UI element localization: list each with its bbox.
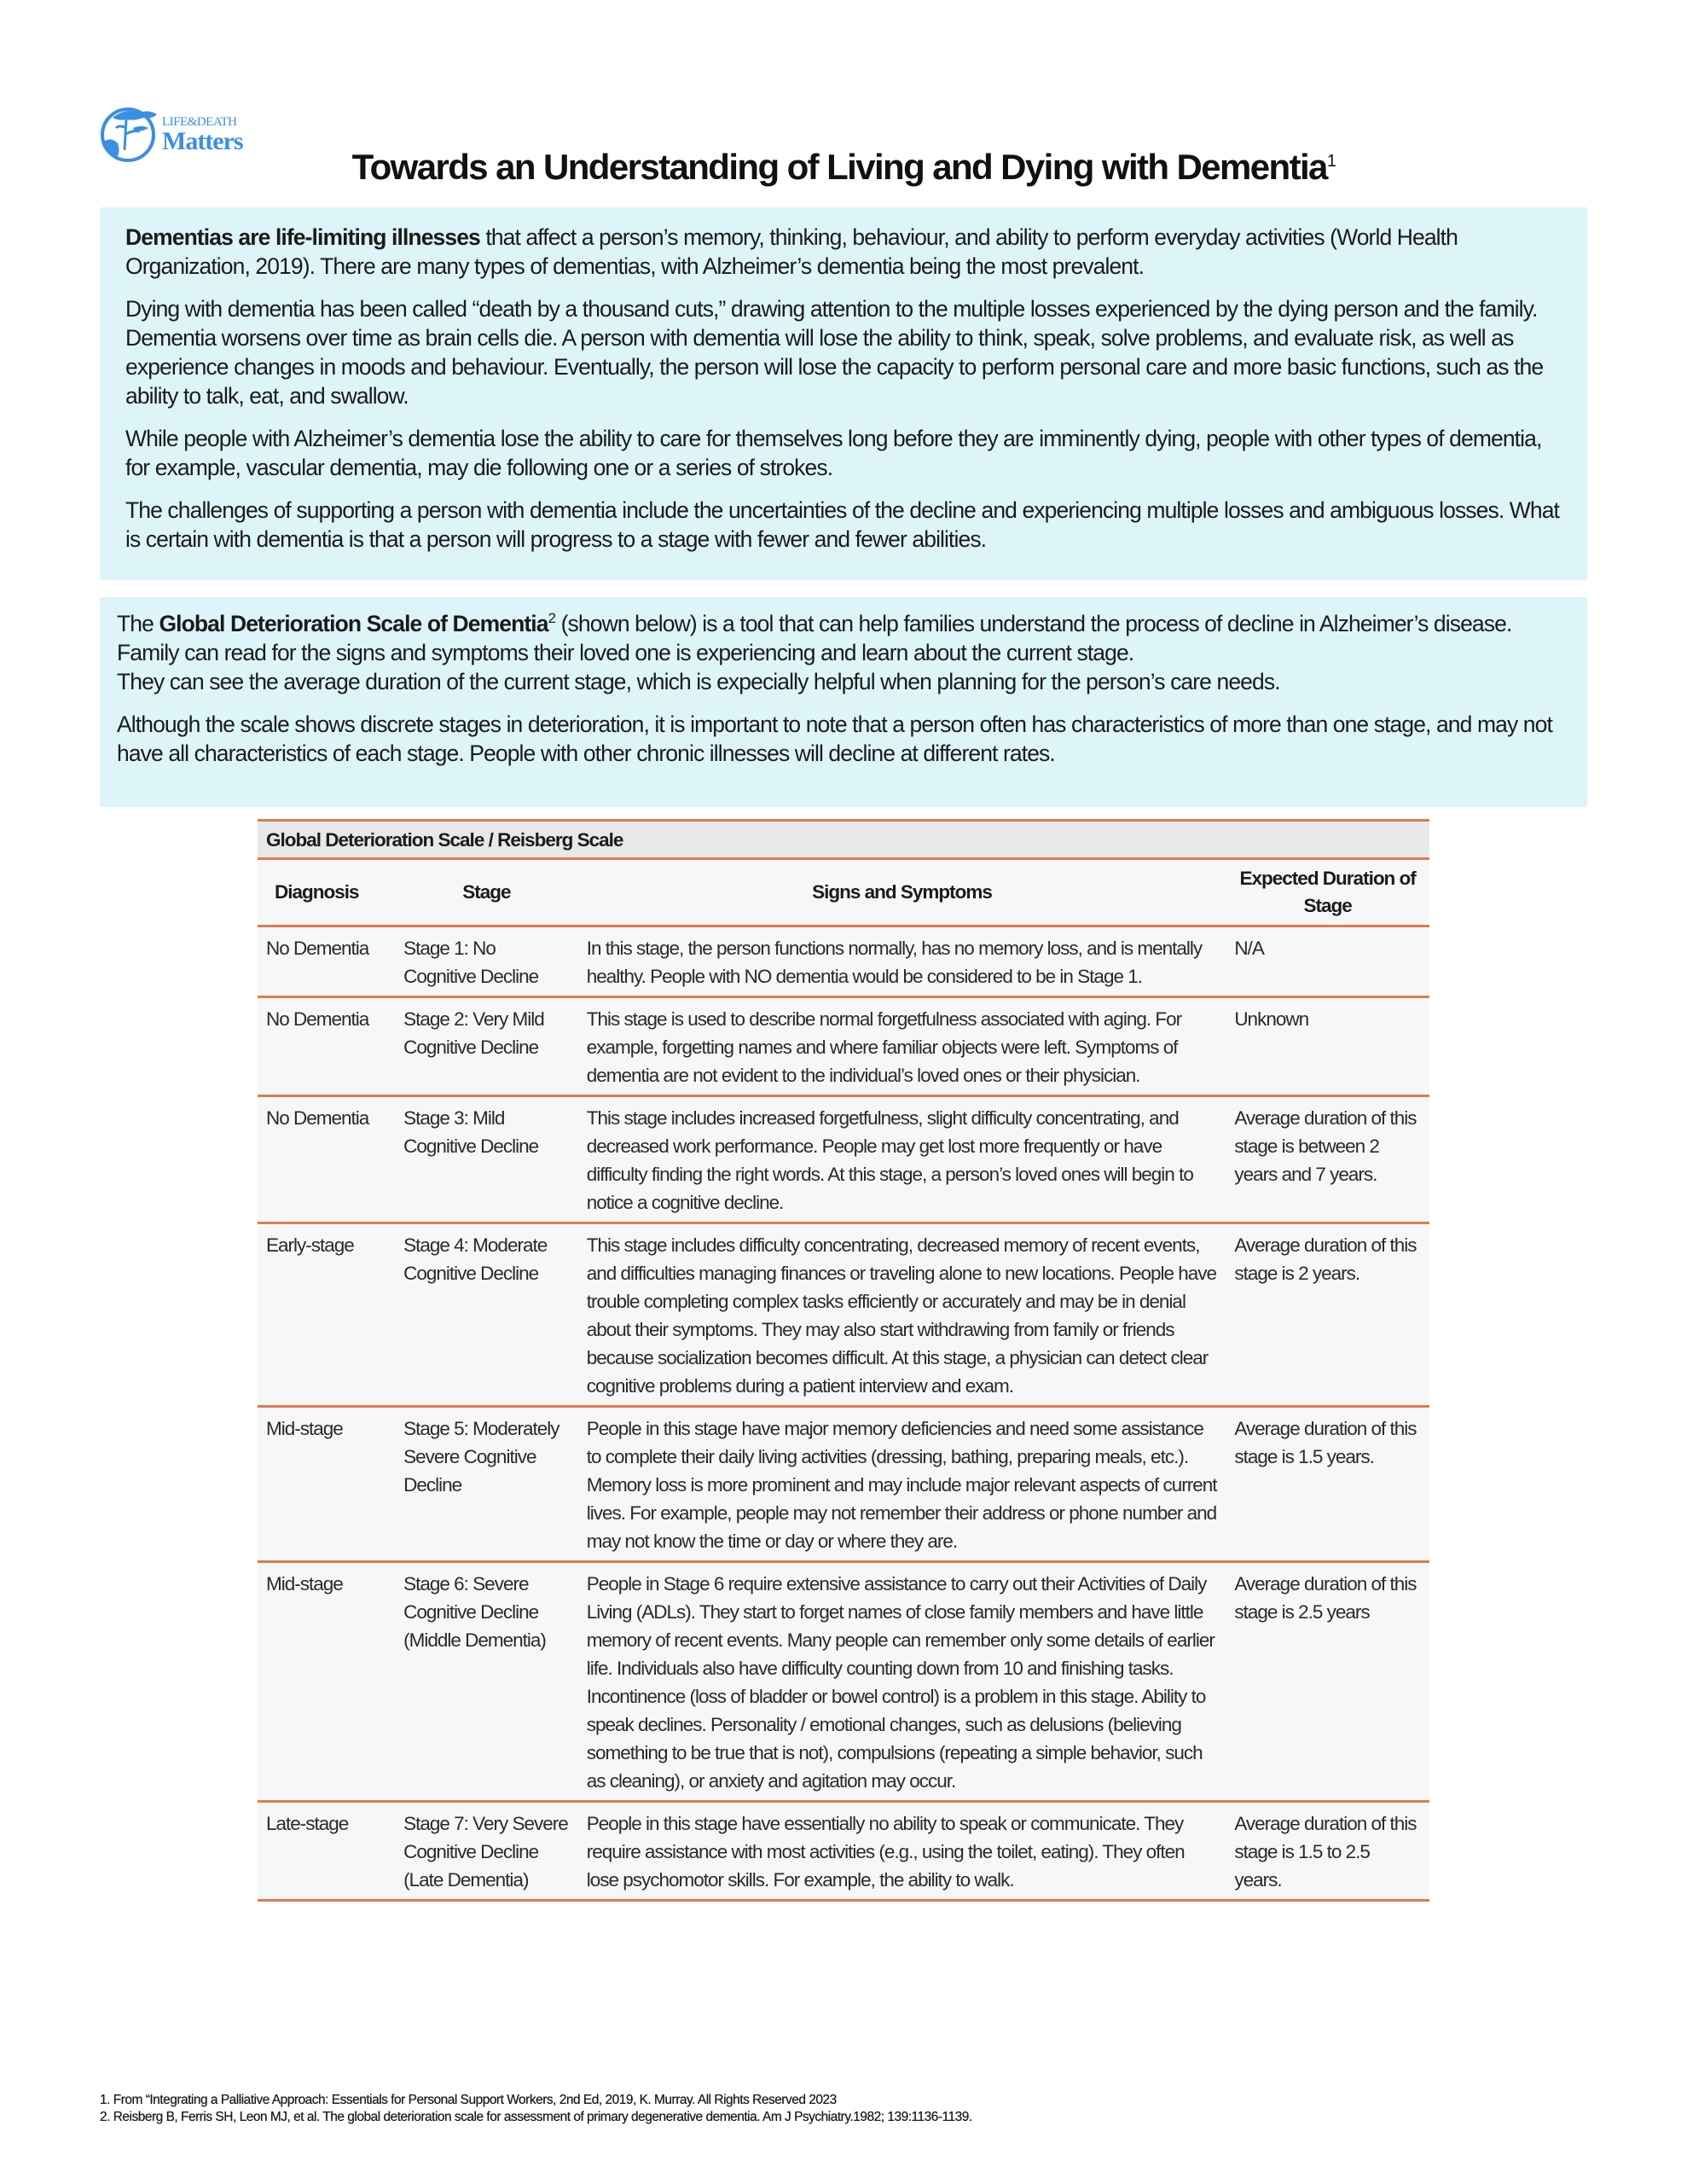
cell-stage: Stage 7: Very Severe Cognitive Decline (Late Dementia) [395,1802,578,1901]
cell-stage: Stage 4: Moderate Cognitive Decline [395,1223,578,1407]
header-diagnosis: Diagnosis [258,859,395,926]
scale-paragraph-1 [117,604,1579,696]
cell-stage: Stage 5: Moderately Severe Cognitive Decline [395,1407,578,1562]
header-stage: Stage [395,859,578,926]
table-row [258,1802,1429,1901]
table-row [258,1562,1429,1802]
intro-paragraph-1 [125,223,1566,281]
scale-paragraph-1-text: (shown below) is a tool that can help families understand the process of decline in Alzheimer’s disease. Family can read for the signs and symptoms their loved one is experiencing and learn about the current stage. [117,610,1512,665]
logo-line1: LIFE&DEATH [162,114,237,129]
cell-stage: Stage 1: No Cognitive Decline [395,926,578,997]
cell-duration: N/A [1226,926,1429,997]
intro-paragraph-2: Dying with dementia has been called “death by a thousand cuts,” drawing attention to the multiple losses experienced by the dying person and the family. Dementia worsens over time as brain cells die. A person with dementia will lose the ability to think, speak, solve problems, and evaluate risk, as well as experience changes in moods and behaviour. Eventually, the person will lose the capacity to perform personal care and more basic functions, such as the ability to talk, eat, and swallow. [125,296,1544,409]
logo-line2: Matters [162,126,243,155]
cell-diagnosis: Mid-stage [258,1562,395,1802]
cell-signs: This stage includes difficulty concentrating, decreased memory of recent events, and difficulties managing finances or traveling alone to new locations. People have trouble completing complex tasks efficiently or accurately and may be in denial about their symptoms. They may also start withdrawing from family or friends because socialization becomes difficult. At this stage, a physician can detect clear cognitive problems during a patient interview and exam. [578,1223,1226,1407]
cell-diagnosis: Mid-stage [258,1407,395,1562]
table-caption-row [258,821,1429,859]
table-row [258,1096,1429,1223]
cell-diagnosis: No Dementia [258,997,395,1096]
cell-diagnosis: No Dementia [258,1096,395,1223]
page-title-text: Towards an Understanding of Living and Dying with Dementia [351,147,1327,187]
cell-diagnosis: Early-stage [258,1223,395,1407]
header-duration: Expected Duration of Stage [1226,859,1429,926]
scale-info-box [100,597,1587,807]
scale-prefix: The [117,610,159,636]
cell-duration: Average duration of this stage is 2.5 years [1226,1562,1429,1802]
cell-diagnosis: No Dementia [258,926,395,997]
table-header-row [258,859,1429,926]
cell-stage: Stage 3: Mild Cognitive Decline [395,1096,578,1223]
table-row [258,1407,1429,1562]
cell-duration: Average duration of this stage is 2 years. [1226,1223,1429,1407]
table-row [258,997,1429,1096]
scale-paragraph-1-line2: They can see the average duration of the current stage, which is expecially helpful when planning for the person’s care needs. [117,668,1280,694]
intro-paragraph-3: While people with Alzheimer’s dementia lose the ability to care for themselves long before they are imminently dying, people with other types of dementia, for example, vascular dementia, may die following one or a series of strokes. [125,426,1542,480]
cell-signs: This stage is used to describe normal forgetfulness associated with aging. For example, forgetting names and where familiar objects were left. Symptoms of dementia are not evident to the individual’s loved ones or their physician. [578,997,1226,1096]
cell-signs: In this stage, the person functions normally, has no memory loss, and is mentally healthy. People with NO dementia would be considered to be in Stage 1. [578,926,1226,997]
cell-signs: People in this stage have essentially no ability to speak or communicate. They require assistance with most activities (e.g., using the toilet, eating). They often lose psychomotor skills. For example, the ability to walk. [578,1802,1226,1901]
header-signs: Signs and Symptoms [578,859,1226,926]
intro-paragraph-1-text: that affect a person’s memory, thinking, behaviour, and ability to perform everyday activities (World Health Organization, 2019). There are many types of dementias, with Alzheimer’s dementia being the most prevalent. [125,224,1458,279]
cell-duration: Average duration of this stage is between 2 years and 7 years. [1226,1096,1429,1223]
deterioration-scale-table [258,819,1429,1902]
scale-paragraph-2: Although the scale shows discrete stages in deterioration, it is important to note that a person often has characteristics of more than one stage, and may not have all characteristics of each stage. People with other chronic illnesses will decline at different rates. [117,711,1552,766]
table-row [258,926,1429,997]
page-title [0,147,1687,188]
footnotes [100,2092,972,2126]
cell-stage: Stage 2: Very Mild Cognitive Decline [395,997,578,1096]
title-footnote-ref: 1 [1326,152,1336,171]
cell-stage: Stage 6: Severe Cognitive Decline (Middle Dementia) [395,1562,578,1802]
intro-bold-lead: Dementias are life-limiting illnesses [125,224,480,250]
table-caption: Global Deterioration Scale / Reisberg Scale [258,821,1429,859]
cell-duration: Average duration of this stage is 1.5 years. [1226,1407,1429,1562]
table-row [258,1223,1429,1407]
footnote-2: 2. Reisberg B, Ferris SH, Leon MJ, et al. The global deterioration scale for assessment of primary degenerative dementia. Am J Psychiatry.1982; 139:1136-1139. [100,2110,972,2124]
intro-paragraph-4: The challenges of supporting a person with dementia include the uncertainties of the decline and experiencing multiple losses and ambiguous losses. What is certain with dementia is that a person will progress to a stage with fewer and fewer abilities. [125,497,1560,552]
cell-duration: Average duration of this stage is 1.5 to 2.5 years. [1226,1802,1429,1901]
footnote-1: 1. From “Integrating a Palliative Approach: Essentials for Personal Support Workers, 2nd Ed, 2019, K. Murray. All Rights Reserved 2023 [100,2093,837,2107]
cell-signs: People in this stage have major memory deficiencies and need some assistance to complete their daily living activities (dressing, bathing, preparing meals, etc.). Memory loss is more prominent and may include major relevant aspects of current lives. For example, people may not remember their address or phone number and may not know the time or day or where they are. [578,1407,1226,1562]
intro-box [100,207,1587,580]
cell-signs: People in Stage 6 require extensive assistance to carry out their Activities of Daily Living (ADLs). They start to forget names of close family members and have little memory of recent events. Many people can remember only some details of earlier life. Individuals also have difficulty counting down from 10 and finishing tasks. Incontinence (loss of bladder or bowel control) is a problem in this stage. Ability to speak declines. Personality / emotional changes, such as delusions (believing something to be true that is not), compulsions (repeating a simple behavior, such as cleaning), or anxiety and agitation may occur. [578,1562,1226,1802]
cell-diagnosis: Late-stage [258,1802,395,1901]
scale-bold-name: Global Deterioration Scale of Dementia [159,610,548,636]
cell-duration: Unknown [1226,997,1429,1096]
cell-signs: This stage includes increased forgetfulness, slight difficulty concentrating, and decreased work performance. People may get lost more frequently or have difficulty finding the right words. At this stage, a person’s loved ones will begin to notice a cognitive decline. [578,1096,1226,1223]
scale-footnote-ref: 2 [548,610,556,626]
